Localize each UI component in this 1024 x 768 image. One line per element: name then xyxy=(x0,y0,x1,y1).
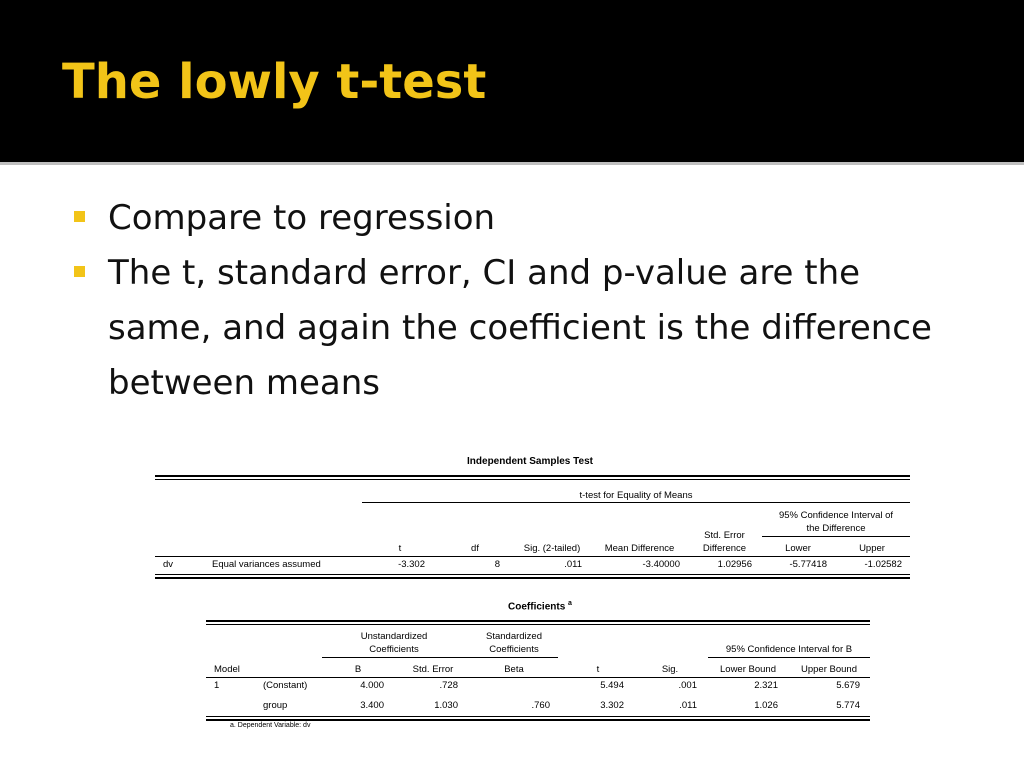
bullet-text: Compare to regression xyxy=(108,198,496,238)
table-rule xyxy=(206,620,870,622)
footnote-text: Dependent Variable: dv xyxy=(237,722,311,729)
group-header: Unstandardized xyxy=(360,631,428,642)
table-cell: 5.774 xyxy=(836,700,860,711)
table-cell: .760 xyxy=(531,700,550,711)
table-cell: 8 xyxy=(494,559,500,570)
table-cell: 5.494 xyxy=(600,680,624,691)
bullet-item xyxy=(72,191,952,246)
table-cell: 1.02956 xyxy=(717,559,752,570)
table-rule xyxy=(322,657,558,658)
footnote-marker: a xyxy=(568,600,572,607)
table-rule xyxy=(155,556,910,557)
square-bullet-icon xyxy=(74,266,85,277)
table-cell: -1.02582 xyxy=(864,559,902,570)
table-rule xyxy=(206,624,870,625)
group-header: 95% Confidence Interval for B xyxy=(725,644,853,655)
table-cell: 2.321 xyxy=(754,680,778,691)
group-header: Coefficients xyxy=(489,644,539,655)
table-cell: -5.77418 xyxy=(789,559,827,570)
table-cell: .728 xyxy=(439,680,458,691)
table-title xyxy=(440,600,640,612)
group-header: Coefficients xyxy=(369,644,419,655)
ci-header: 95% Confidence Interval of xyxy=(778,510,894,521)
row-assumption: Equal variances assumed xyxy=(212,559,321,570)
footnote-marker: a. xyxy=(230,722,236,729)
column-header: Lower xyxy=(785,543,811,554)
table-footnote xyxy=(230,720,310,732)
table-cell: .011 xyxy=(679,700,697,711)
table-rule xyxy=(762,536,910,537)
table-cell: 1.030 xyxy=(434,700,458,711)
table-rule xyxy=(155,577,910,579)
column-header: Std. Error xyxy=(704,530,745,541)
table-rule xyxy=(206,716,870,717)
column-header: B xyxy=(354,664,362,675)
table-cell: 5.679 xyxy=(836,680,860,691)
column-header: Difference xyxy=(702,543,747,554)
table-rule xyxy=(155,475,910,477)
column-header: Lower Bound xyxy=(720,664,776,675)
table-rule xyxy=(362,502,910,503)
table-cell: -3.302 xyxy=(398,559,425,570)
table-rule xyxy=(155,574,910,575)
bullet-text: The t, standard error, CI and p-value are the same, and again the coefficient is the difference between means xyxy=(108,253,932,403)
slide-header xyxy=(0,0,1024,160)
table-cell: 3.302 xyxy=(600,700,624,711)
table-rule xyxy=(155,479,910,480)
table-cell: 1 xyxy=(214,680,220,691)
table-cell: .001 xyxy=(678,680,697,691)
column-header: Model xyxy=(214,664,240,675)
table-rule xyxy=(708,657,870,658)
column-header: t xyxy=(398,543,402,554)
table-cell: .011 xyxy=(564,559,582,570)
table-cell: 1.026 xyxy=(754,700,778,711)
column-header: Sig. (2-tailed) xyxy=(523,543,581,554)
table-cell: -3.40000 xyxy=(642,559,680,570)
table-cell: group xyxy=(263,700,288,711)
table-title: Independent Samples Test xyxy=(467,456,593,467)
ci-header: the Difference xyxy=(806,523,866,534)
column-header: Upper Bound xyxy=(801,664,857,675)
group-header: t-test for Equality of Means xyxy=(579,490,693,501)
table-cell: 3.400 xyxy=(360,700,384,711)
column-header: t xyxy=(596,664,600,675)
column-header: Std. Error xyxy=(412,664,454,675)
table-cell: (Constant) xyxy=(263,680,308,691)
table-rule xyxy=(206,677,870,678)
bullet-list xyxy=(72,191,952,411)
column-header: df xyxy=(471,543,479,554)
column-header: Mean Difference xyxy=(604,543,675,554)
bullet-item xyxy=(72,246,952,411)
column-header: Beta xyxy=(504,664,524,675)
column-header: Sig. xyxy=(661,664,679,675)
slide-title: The lowly t-test xyxy=(62,54,487,110)
group-header: Standardized xyxy=(486,631,542,642)
slide-content xyxy=(0,165,1024,768)
column-header: Upper xyxy=(859,543,885,554)
table-title-text: Coefficients xyxy=(508,601,566,613)
square-bullet-icon xyxy=(74,211,85,222)
table-cell: 4.000 xyxy=(360,680,384,691)
row-variable: dv xyxy=(163,559,174,570)
